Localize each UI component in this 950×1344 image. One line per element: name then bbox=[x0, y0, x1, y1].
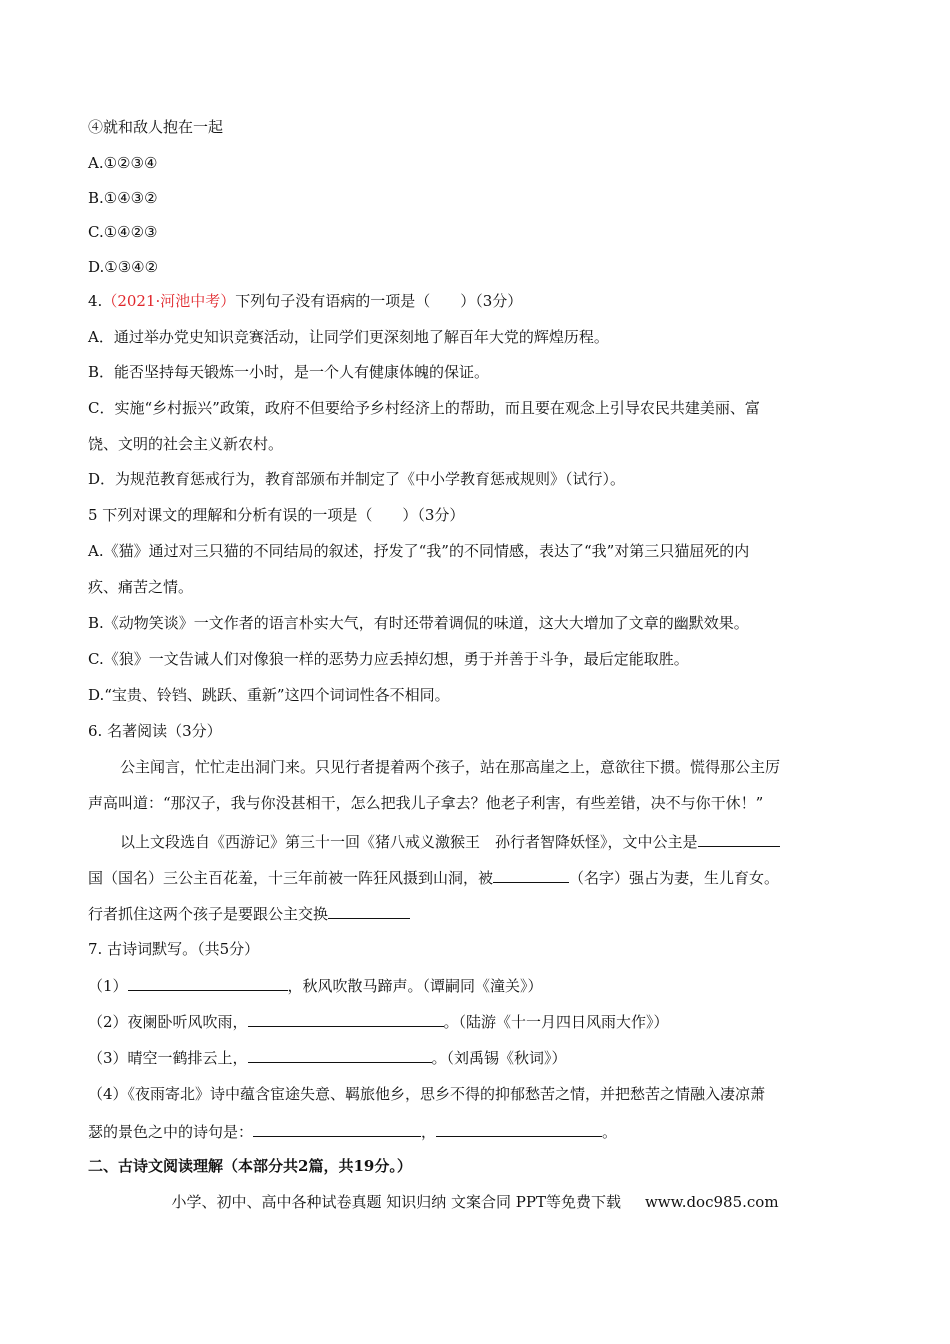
q4-option-c-line1: C．实施“乡村振兴”政策，政府不但要给予乡村经济上的帮助，而且要在观念上引导农民共建美丽、富 bbox=[88, 399, 760, 417]
answer-blank-poem-4b[interactable] bbox=[436, 1121, 602, 1137]
q5-option-d: D.“宝贵、铃铛、跳跃、重新”这四个词词性各不相同。 bbox=[88, 686, 450, 704]
q3-option-a: A.①②③④ bbox=[88, 154, 158, 172]
q7-item-4-line2 bbox=[88, 1121, 617, 1142]
q7-item-4-line1: （4）《夜雨寄北》诗中蕴含宦途失意、羁旅他乡，思乡不得的抑郁愁苦之情，并把愁苦之情融入凄凉萧 bbox=[88, 1085, 766, 1103]
q5-option-a-line2: 疚、痛苦之情。 bbox=[88, 578, 194, 596]
q6-passage-line1: 公主闻言，忙忙走出洞门来。只见行者提着两个孩子，站在那高崖之上，意欲往下掼。慌得那公主厉 bbox=[120, 758, 781, 776]
q7-item-1 bbox=[88, 975, 543, 996]
q7-item-3-text: （3）晴空一鹤排云上， bbox=[88, 1049, 248, 1067]
q7-item-1-num: （1） bbox=[88, 977, 128, 995]
q6-question-line1 bbox=[120, 831, 780, 852]
footer-url[interactable]: www.doc985.com bbox=[644, 1193, 779, 1211]
q4-number: 4. bbox=[88, 292, 103, 310]
q5-option-a-line1: A.《猫》通过对三只猫的不同结局的叙述，抒发了“我”的不同情感，表达了“我”对第三只猫屈死的内 bbox=[88, 542, 750, 560]
q7-item-3 bbox=[88, 1047, 567, 1068]
q5-stem: 5 下列对课文的理解和分析有误的一项是（ ）（3分） bbox=[88, 506, 465, 524]
q6-question-text-2b: （名字）强占为妻，生儿育女。 bbox=[569, 869, 780, 887]
q4-stem: 下列句子没有语病的一项是（ ）（3分） bbox=[235, 292, 523, 310]
q7-item-2-source: 。（陆游《十一月四日风雨大作》） bbox=[443, 1013, 669, 1031]
answer-blank-poem-2[interactable] bbox=[248, 1011, 444, 1027]
q6-question-text-3: 行者抓住这两个孩子是要跟公主交换 bbox=[88, 905, 329, 923]
q4-option-a: A．通过举办党史知识竞赛活动，让同学们更深刻地了解百年大党的辉煌历程。 bbox=[88, 328, 609, 346]
section-2-heading: 二、古诗文阅读理解（本部分共2篇，共19分。） bbox=[88, 1157, 412, 1175]
q7-item-1-text: ，秋风吹散马蹄声。（谭嗣同《潼关》） bbox=[287, 977, 543, 995]
q4-stem-line bbox=[88, 291, 522, 311]
q3-option-c: C.①④②③ bbox=[88, 223, 158, 241]
footer-text: 小学、初中、高中各种试卷真题 知识归纳 文案合同 PPT等免费下载 bbox=[171, 1193, 621, 1211]
q7-stem: 7. 古诗词默写。（共5分） bbox=[88, 940, 260, 958]
q7-item-4-period: 。 bbox=[602, 1123, 618, 1141]
q4-option-c-line2: 饶、文明的社会主义新农村。 bbox=[88, 435, 284, 453]
answer-blank-poem-3[interactable] bbox=[248, 1047, 432, 1063]
q4-option-b: B．能否坚持每天锻炼一小时，是一个人有健康体魄的保证。 bbox=[88, 363, 490, 381]
q6-passage-line2: 声高叫道：“那汉子，我与你没甚相干，怎么把我儿子拿去？他老子利害，有些差错，决不与你干休！” bbox=[88, 794, 764, 812]
answer-blank-country[interactable] bbox=[698, 831, 780, 847]
q5-option-c: C.《狼》一文告诫人们对像狼一样的恶势力应丢掉幻想，勇于并善于斗争，最后定能取胜。 bbox=[88, 650, 689, 668]
q7-item-3-source: 。（刘禹锡《秋词》） bbox=[431, 1049, 567, 1067]
answer-blank-name[interactable] bbox=[493, 867, 569, 883]
q4-source: （2021·河池中考） bbox=[102, 292, 236, 310]
answer-blank-poem-4a[interactable] bbox=[253, 1121, 421, 1137]
q3-item-4: ④就和敌人抱在一起 bbox=[88, 118, 224, 136]
q6-stem: 6. 名著阅读（3分） bbox=[88, 722, 222, 740]
answer-blank-exchange[interactable] bbox=[328, 903, 410, 919]
q7-item-4-comma: ， bbox=[421, 1123, 437, 1141]
q6-question-line3 bbox=[88, 903, 410, 924]
q6-question-text: 以上文段选自《西游记》第三十一回《猪八戒义激猴王 孙行者智降妖怪》，文中公主是 bbox=[120, 833, 698, 851]
q7-item-2 bbox=[88, 1011, 669, 1032]
q6-question-text-2a: 国（国名）三公主百花羞，十三年前被一阵狂风摄到山洞，被 bbox=[88, 869, 494, 887]
q7-item-2-text: （2）夜阑卧听风吹雨， bbox=[88, 1013, 248, 1031]
q7-item-4-prompt: 瑟的景色之中的诗句是： bbox=[88, 1123, 254, 1141]
q5-option-b: B.《动物笑谈》一文作者的语言朴实大气，有时还带着调侃的味道，这大大增加了文章的幽默效果。 bbox=[88, 614, 749, 632]
answer-blank-poem-1[interactable] bbox=[128, 975, 288, 991]
q4-option-d: D．为规范教育惩戒行为，教育部颁布并制定了《中小学教育惩戒规则》（试行）。 bbox=[88, 470, 626, 488]
q6-question-line2 bbox=[88, 867, 779, 888]
q3-option-b: B.①④③② bbox=[88, 189, 158, 207]
q3-option-d: D.①③④② bbox=[88, 258, 159, 276]
page-footer bbox=[0, 1192, 950, 1212]
